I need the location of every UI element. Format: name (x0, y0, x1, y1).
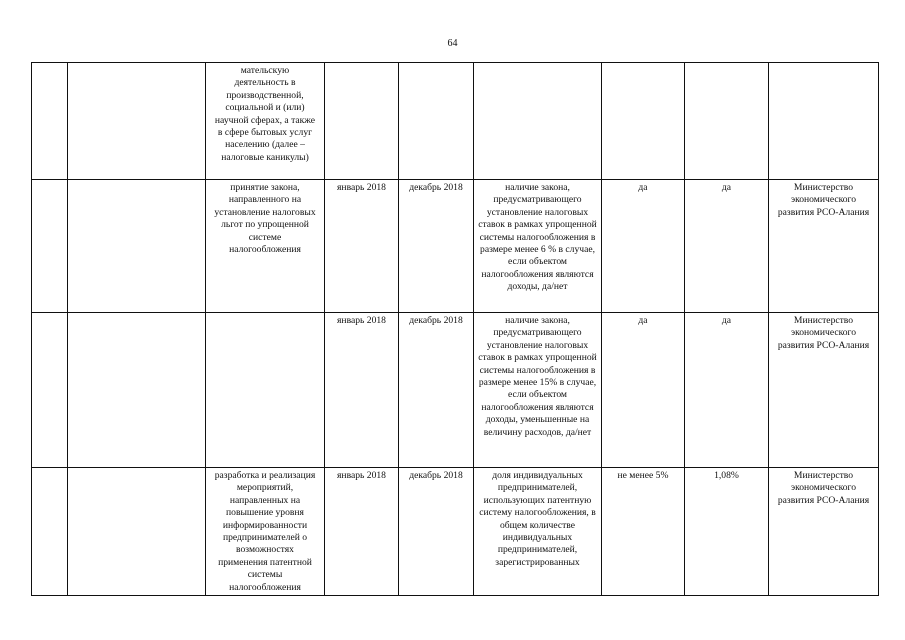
cell-measure-name: мательскую деятельность в производственной, социальной и (или) научной сферах, а также в сфере бытовых услуг населению (далее – налоговые каникулы) (206, 63, 325, 180)
cell-start-date: январь 2018 (325, 468, 399, 596)
cell-number (32, 180, 68, 313)
cell-number (32, 313, 68, 468)
cell-planned-value: да (602, 180, 685, 313)
cell-end-date: декабрь 2018 (399, 468, 474, 596)
cell-planned-value: да (602, 313, 685, 468)
cell-end-date (399, 63, 474, 180)
cell-start-date (325, 63, 399, 180)
table-row (32, 468, 879, 596)
cell-measure-name: разработка и реализация мероприятий, направленных на повышение уровня информированности предпринимателей о возможностях применения патентной системы налогообложения (206, 468, 325, 596)
cell-measure-name: принятие закона, направленного на установление налоговых льгот по упрощенной системе налогообложения (206, 180, 325, 313)
cell-planned-value (602, 63, 685, 180)
cell-blank (68, 468, 206, 596)
cell-responsible: Министерство экономического развития РСО-Алания (769, 313, 879, 468)
cell-end-date: декабрь 2018 (399, 180, 474, 313)
cell-actual-value: 1,08% (685, 468, 769, 596)
cell-start-date: январь 2018 (325, 180, 399, 313)
cell-blank (68, 180, 206, 313)
page-number: 64 (447, 38, 458, 49)
cell-actual-value: да (685, 313, 769, 468)
cell-responsible: Министерство экономического развития РСО-Алания (769, 180, 879, 313)
cell-end-date: декабрь 2018 (399, 313, 474, 468)
cell-indicator: наличие закона, предусматривающего установление налоговых ставок в рамках упрощенной системы налогообложения в размере менее 6 % в случае, если объектом налогообложения являются доходы, да/нет (474, 180, 602, 313)
cell-measure-name (206, 313, 325, 468)
table-row (32, 180, 879, 313)
cell-planned-value: не менее 5% (602, 468, 685, 596)
measures-table (31, 62, 879, 596)
cell-responsible (769, 63, 879, 180)
cell-responsible: Министерство экономического развития РСО-Алания (769, 468, 879, 596)
table-row (32, 313, 879, 468)
cell-actual-value (685, 63, 769, 180)
cell-indicator: наличие закона, предусматривающего установление налоговых ставок в рамках упрощенной системы налогообложения в размере менее 15% в случае, если объектом налогообложения являются доходы, уменьшенные на величину расходов, да/нет (474, 313, 602, 468)
cell-blank (68, 313, 206, 468)
cell-indicator (474, 63, 602, 180)
table-row (32, 63, 879, 180)
cell-indicator: доля индивидуальных предпринимателей, использующих патентную систему налогообложения, в общем количестве индивидуальных предпринимателей, зарегистрированных (474, 468, 602, 596)
cell-blank (68, 63, 206, 180)
cell-actual-value: да (685, 180, 769, 313)
cell-number (32, 63, 68, 180)
cell-number (32, 468, 68, 596)
cell-start-date: январь 2018 (325, 313, 399, 468)
